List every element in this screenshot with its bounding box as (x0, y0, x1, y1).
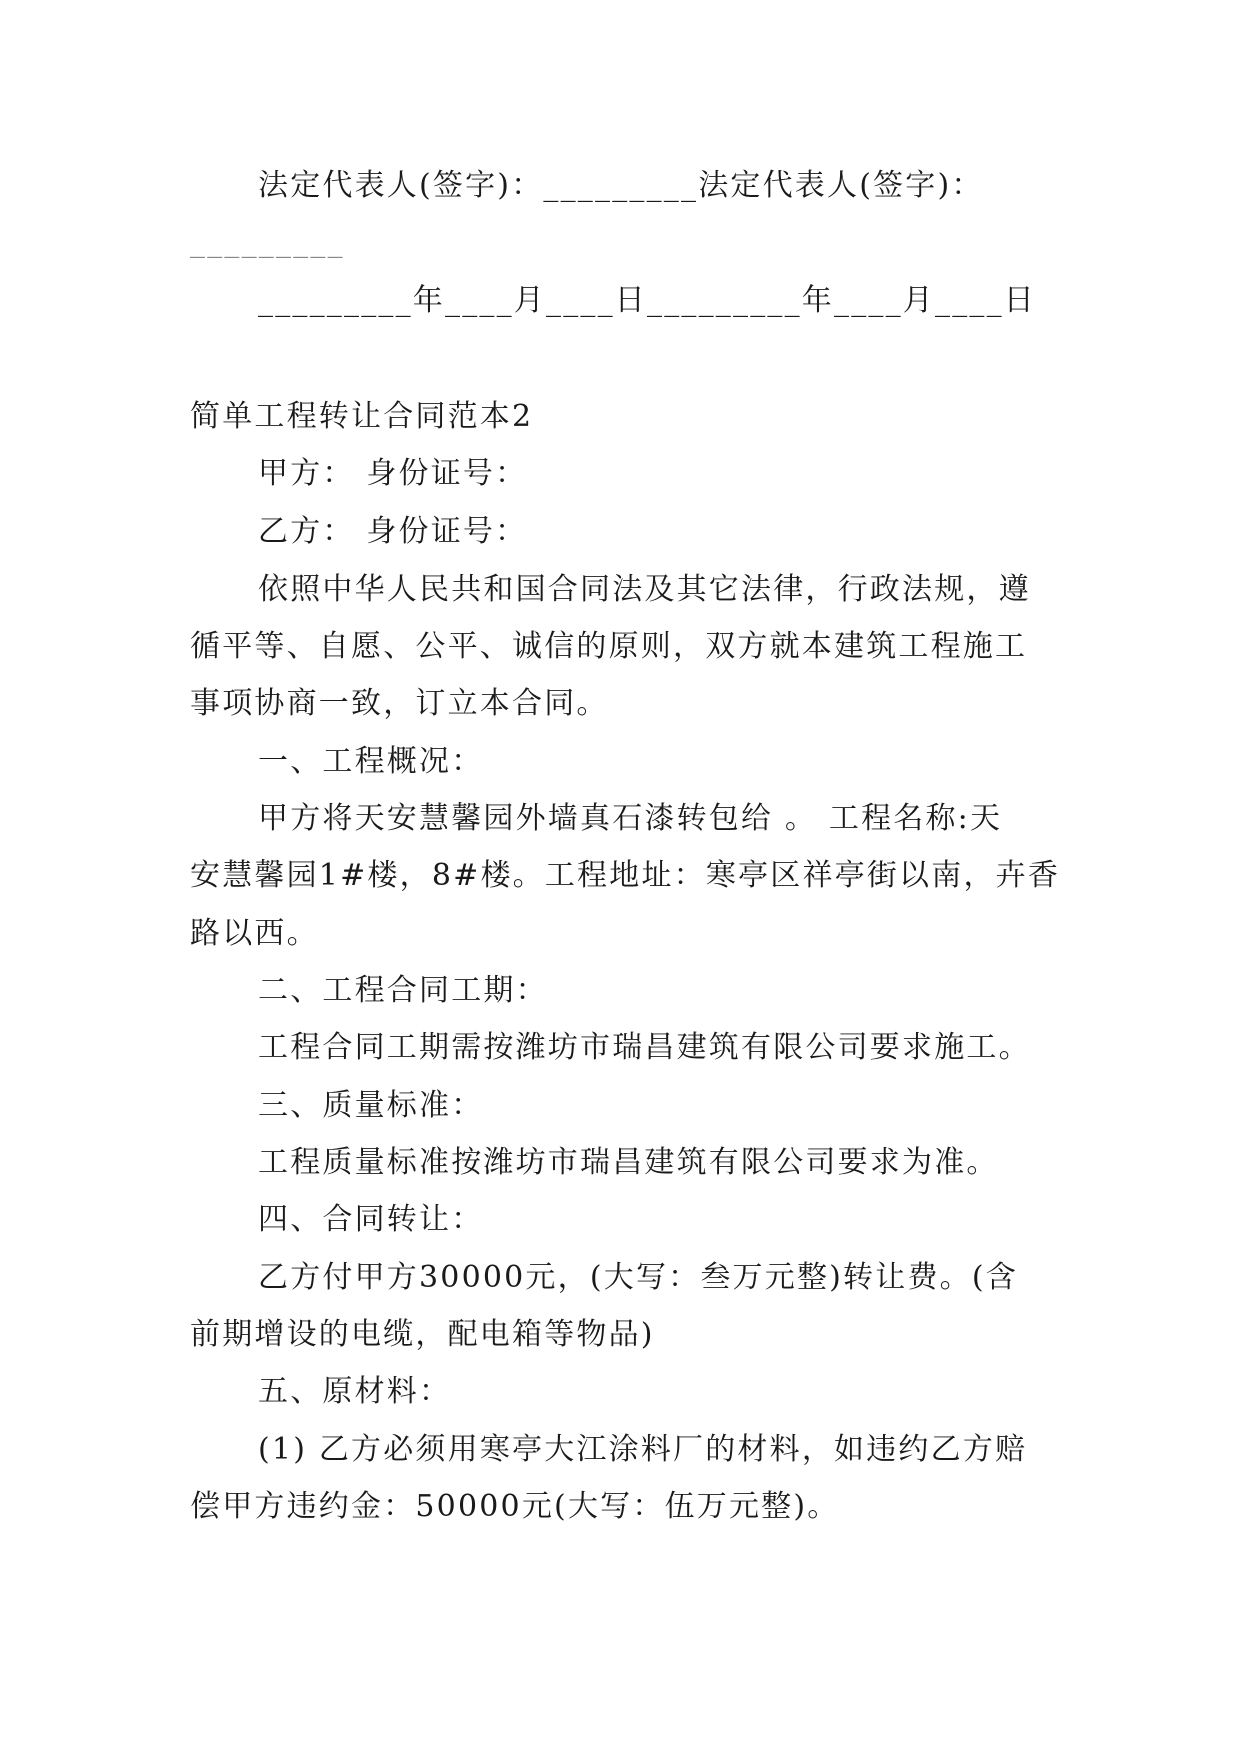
signature-blank-continuation: _________ (190, 224, 345, 259)
date-line: _________年____月____日_________年____月____日 (258, 283, 1036, 318)
clause5-body-line-2: 偿甲方违约金：50000元(大写：伍万元整)。 (190, 1489, 840, 1524)
clause1-body-line-2: 安慧馨园1#楼，8#楼。工程地址：寒亭区祥亭街以南，卉香 (190, 858, 1061, 893)
preamble-line-1: 依照中华人民共和国合同法及其它法律，行政法规，遵 (258, 572, 1031, 607)
party-a-line: 甲方： 身份证号： (258, 456, 528, 491)
clause3-heading: 三、质量标准： (258, 1088, 484, 1123)
signature-line: 法定代表人(签字)：_________法定代表人(签字)： (258, 168, 984, 203)
clause1-body-line-3: 路以西。 (190, 916, 319, 951)
party-b-line: 乙方： 身份证号： (258, 514, 528, 549)
clause2-heading: 二、工程合同工期： (258, 973, 548, 1008)
clause1-body-line-1: 甲方将天安慧馨园外墙真石漆转包给 。 工程名称:天 (258, 801, 1003, 836)
clause3-body: 工程质量标准按潍坊市瑞昌建筑有限公司要求为准。 (258, 1145, 999, 1180)
preamble-line-2: 循平等、自愿、公平、诚信的原则，双方就本建筑工程施工 (190, 629, 1028, 664)
clause1-heading: 一、工程概况： (258, 744, 484, 779)
section-title: 简单工程转让合同范本2 (190, 399, 534, 434)
clause5-body-line-1: (1) 乙方必须用寒亭大江涂料厂的材料，如违约乙方赔 (258, 1432, 1028, 1467)
preamble-line-3: 事项协商一致，订立本合同。 (190, 686, 609, 721)
clause4-body-line-1: 乙方付甲方30000元，(大写：叁万元整)转让费。(含 (258, 1260, 1018, 1295)
clause2-body: 工程合同工期需按潍坊市瑞昌建筑有限公司要求施工。 (258, 1030, 1031, 1065)
clause4-heading: 四、合同转让： (258, 1202, 484, 1237)
clause5-heading: 五、原材料： (258, 1374, 452, 1409)
clause4-body-line-2: 前期增设的电缆，配电箱等物品) (190, 1317, 655, 1352)
